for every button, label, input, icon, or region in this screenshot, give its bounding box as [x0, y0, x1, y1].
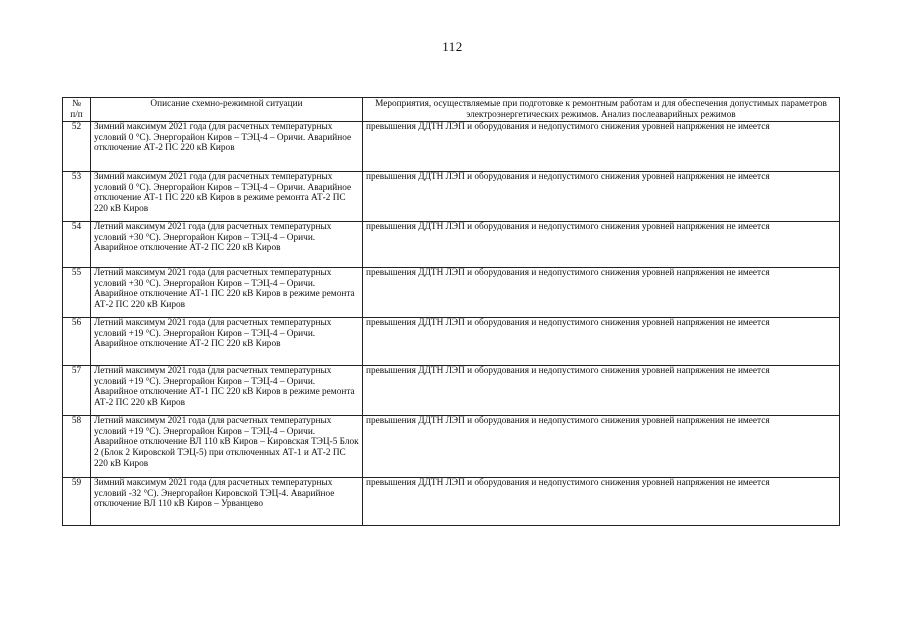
header-row — [63, 98, 840, 122]
table-header — [63, 98, 840, 122]
row-description: Летний максимум 2021 года (для расчетных температурных условий +19 °С). Энергорайон Киров – ТЭЦ-4 – Оричи. Аварийное отключение ВЛ 110 кВ Киров – Кировская ТЭЦ-5 Блок 2 (Блок 2 Кировской ТЭЦ-5) при отключенных АТ-1 и АТ-2 ПС 220 кВ Киров — [91, 416, 363, 478]
row-number: 56 — [63, 318, 91, 366]
row-number: 58 — [63, 416, 91, 478]
row-measures: превышения ДДТН ЛЭП и оборудования и недопустимого снижения уровней напряжения не имеется — [363, 172, 840, 222]
table-row — [63, 416, 840, 478]
row-measures: превышения ДДТН ЛЭП и оборудования и недопустимого снижения уровней напряжения не имеется — [363, 122, 840, 172]
table-row — [63, 478, 840, 526]
table-row — [63, 318, 840, 366]
table-row — [63, 122, 840, 172]
row-measures: превышения ДДТН ЛЭП и оборудования и недопустимого снижения уровней напряжения не имеется — [363, 318, 840, 366]
table-body — [63, 122, 840, 526]
header-number — [63, 98, 91, 122]
row-measures: превышения ДДТН ЛЭП и оборудования и недопустимого снижения уровней напряжения не имеется — [363, 478, 840, 526]
table-row — [63, 172, 840, 222]
row-description: Зимний максимум 2021 года (для расчетных температурных условий 0 °С). Энергорайон Киров – ТЭЦ-4 – Оричи. Аварийное отключение АТ-2 ПС 220 кВ Киров — [91, 122, 363, 172]
row-description: Летний максимум 2021 года (для расчетных температурных условий +30 °С). Энергорайон Киров – ТЭЦ-4 – Оричи. Аварийное отключение АТ-2 ПС 220 кВ Киров — [91, 222, 363, 268]
row-number: 54 — [63, 222, 91, 268]
row-measures: превышения ДДТН ЛЭП и оборудования и недопустимого снижения уровней напряжения не имеется — [363, 268, 840, 318]
header-number-abbr: п/п — [70, 109, 83, 120]
row-measures: превышения ДДТН ЛЭП и оборудования и недопустимого снижения уровней напряжения не имеется — [363, 416, 840, 478]
row-description: Летний максимум 2021 года (для расчетных температурных условий +19 °С). Энергорайон Киров – ТЭЦ-4 – Оричи. Аварийное отключение АТ-1 ПС 220 кВ Киров в режиме ремонта АТ-2 ПС 220 кВ Киров — [91, 366, 363, 416]
table-row — [63, 222, 840, 268]
row-description: Зимний максимум 2021 года (для расчетных температурных условий -32 °С). Энергорайон Кировской ТЭЦ-4. Аварийное отключение ВЛ 110 кВ Киров – Урванцево — [91, 478, 363, 526]
row-number: 53 — [63, 172, 91, 222]
row-number: 52 — [63, 122, 91, 172]
header-number-symbol: № — [72, 99, 81, 109]
row-description: Летний максимум 2021 года (для расчетных температурных условий +19 °С). Энергорайон Киров – ТЭЦ-4 – Оричи. Аварийное отключение АТ-2 ПС 220 кВ Киров — [91, 318, 363, 366]
row-measures: превышения ДДТН ЛЭП и оборудования и недопустимого снижения уровней напряжения не имеется — [363, 366, 840, 416]
header-measures: Мероприятия, осуществляемые при подготовке к ремонтным работам и для обеспечения допустимых параметров электроэнергетических режимов. Анализ послеаварийных режимов — [363, 98, 840, 122]
row-number: 59 — [63, 478, 91, 526]
table-row — [63, 268, 840, 318]
header-description: Описание схемно-режимной ситуации — [91, 98, 363, 122]
row-measures: превышения ДДТН ЛЭП и оборудования и недопустимого снижения уровней напряжения не имеется — [363, 222, 840, 268]
situations-table — [62, 97, 840, 526]
row-number: 55 — [63, 268, 91, 318]
row-number: 57 — [63, 366, 91, 416]
row-description: Зимний максимум 2021 года (для расчетных температурных условий 0 °С). Энергорайон Киров – ТЭЦ-4 – Оричи. Аварийное отключение АТ-1 ПС 220 кВ Киров в режиме ремонта АТ-2 ПС 220 кВ Киров — [91, 172, 363, 222]
page-number: 112 — [442, 39, 463, 54]
table-row — [63, 366, 840, 416]
row-description: Летний максимум 2021 года (для расчетных температурных условий +30 °С). Энергорайон Киров – ТЭЦ-4 – Оричи. Аварийное отключение АТ-1 ПС 220 кВ Киров в режиме ремонта АТ-2 ПС 220 кВ Киров — [91, 268, 363, 318]
